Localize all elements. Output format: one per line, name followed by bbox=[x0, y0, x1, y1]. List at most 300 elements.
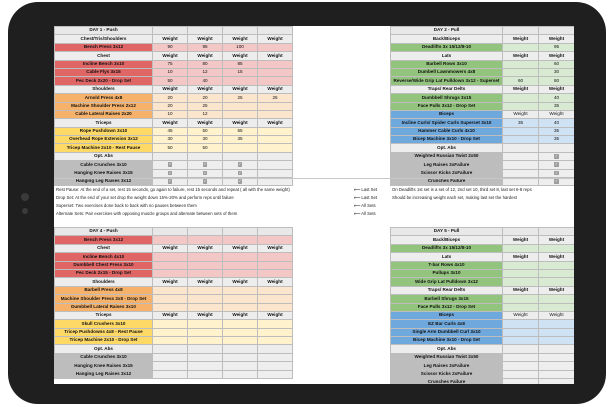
weight-cell[interactable]: Weight bbox=[223, 119, 258, 127]
exercise-label[interactable]: Tricep Machine 2x10 - Drop Set bbox=[55, 337, 153, 345]
weight-cell[interactable] bbox=[539, 269, 575, 277]
weight-cell[interactable] bbox=[539, 278, 575, 286]
exercise-label[interactable]: Barbell Press 4x8 bbox=[55, 286, 153, 294]
cell[interactable] bbox=[258, 228, 293, 236]
weight-cell[interactable] bbox=[258, 144, 293, 152]
exercise-label[interactable]: Overhead Rope Extension 3x12 bbox=[55, 136, 153, 144]
exercise-label[interactable]: Machine Shoulder Press 2x12 bbox=[55, 102, 153, 110]
weight-cell[interactable]: 55 bbox=[223, 127, 258, 135]
weight-cell[interactable] bbox=[503, 43, 539, 51]
cell[interactable] bbox=[503, 228, 539, 236]
weight-cell[interactable]: 30 bbox=[188, 136, 223, 144]
weight-cell[interactable] bbox=[153, 345, 188, 353]
weight-cell[interactable] bbox=[223, 261, 258, 269]
weight-cell[interactable]: Weight bbox=[223, 85, 258, 93]
exercise-label[interactable]: Cable Crunches 3x10 bbox=[55, 353, 153, 361]
weight-cell[interactable]: Weight bbox=[188, 244, 223, 252]
exercise-label[interactable]: Tricep Pushdowns 4x8 - Rest Pause bbox=[55, 328, 153, 336]
weight-cell[interactable]: 10 bbox=[153, 68, 188, 76]
group-header[interactable]: Bench Press 3x12 bbox=[55, 236, 153, 244]
checkbox-cell[interactable] bbox=[539, 152, 575, 160]
weight-cell[interactable] bbox=[503, 337, 539, 345]
weight-cell[interactable] bbox=[258, 353, 293, 361]
exercise-label[interactable]: Opt. Abs bbox=[391, 345, 503, 353]
exercise-label[interactable]: Tricep Machine 2x10 - Rest Pause bbox=[55, 144, 153, 152]
weight-cell[interactable]: Weight bbox=[153, 311, 188, 319]
exercise-label[interactable]: Hanging Knee Raises 3x15 bbox=[55, 362, 153, 370]
exercise-label[interactable]: Opt. Abs bbox=[55, 152, 153, 160]
column-header[interactable]: Weight bbox=[539, 236, 575, 244]
weight-cell[interactable] bbox=[188, 328, 223, 336]
exercise-label[interactable]: EZ Bar Curls 4x8 bbox=[391, 320, 503, 328]
weight-cell[interactable] bbox=[539, 144, 575, 152]
checkbox-cell[interactable] bbox=[188, 169, 223, 177]
weight-cell[interactable] bbox=[258, 286, 293, 294]
weight-cell[interactable]: 20 bbox=[153, 94, 188, 102]
weight-cell[interactable] bbox=[258, 110, 293, 118]
weight-cell[interactable]: 100 bbox=[223, 43, 258, 51]
exercise-label[interactable]: Crunches Failure bbox=[391, 178, 503, 186]
weight-cell[interactable] bbox=[188, 337, 223, 345]
weight-cell[interactable] bbox=[258, 370, 293, 378]
weight-cell[interactable] bbox=[188, 362, 223, 370]
checkbox-checked-icon[interactable]: ✓ bbox=[554, 154, 558, 158]
weight-cell[interactable] bbox=[188, 286, 223, 294]
weight-cell[interactable] bbox=[153, 269, 188, 277]
cell[interactable] bbox=[539, 27, 575, 35]
weight-cell[interactable] bbox=[503, 127, 539, 135]
exercise-label[interactable]: Pec Deck 2x20 - Drop Set bbox=[55, 77, 153, 85]
exercise-label[interactable]: Biceps bbox=[391, 311, 503, 319]
column-header[interactable]: Weight bbox=[153, 35, 188, 43]
checkbox-cell[interactable] bbox=[539, 169, 575, 177]
exercise-label[interactable]: Biceps bbox=[391, 110, 503, 118]
cell[interactable] bbox=[188, 228, 223, 236]
weight-cell[interactable] bbox=[258, 269, 293, 277]
weight-cell[interactable]: Weight bbox=[223, 311, 258, 319]
exercise-label[interactable]: Dumbbell Lateral Raises 3x10 bbox=[55, 303, 153, 311]
weight-cell[interactable]: Weight bbox=[188, 119, 223, 127]
weight-cell[interactable]: 75 bbox=[153, 60, 188, 68]
cell[interactable] bbox=[258, 27, 293, 35]
weight-cell[interactable]: 25 bbox=[223, 94, 258, 102]
weight-cell[interactable] bbox=[258, 303, 293, 311]
cell[interactable] bbox=[223, 27, 258, 35]
weight-cell[interactable]: 12 bbox=[188, 68, 223, 76]
exercise-label[interactable]: Wide Grip Lat Pulldown 3x12 bbox=[391, 278, 503, 286]
weight-cell[interactable] bbox=[188, 295, 223, 303]
weight-cell[interactable] bbox=[258, 295, 293, 303]
weight-cell[interactable]: Weight bbox=[153, 52, 188, 60]
weight-cell[interactable] bbox=[258, 60, 293, 68]
weight-cell[interactable] bbox=[503, 278, 539, 286]
checkbox-cell[interactable] bbox=[539, 178, 575, 186]
weight-cell[interactable] bbox=[503, 345, 539, 353]
exercise-label[interactable]: Lats bbox=[391, 253, 503, 261]
weight-cell[interactable] bbox=[503, 169, 539, 177]
weight-cell[interactable]: Weight bbox=[539, 311, 575, 319]
weight-cell[interactable] bbox=[539, 370, 575, 378]
checkbox-cell[interactable] bbox=[153, 161, 188, 169]
weight-cell[interactable]: Weight bbox=[503, 311, 539, 319]
checkbox-checked-icon[interactable]: ✓ bbox=[554, 170, 558, 175]
weight-cell[interactable] bbox=[258, 337, 293, 345]
weight-cell[interactable] bbox=[153, 337, 188, 345]
checkbox-checked-icon[interactable]: ✓ bbox=[238, 170, 242, 175]
weight-cell[interactable] bbox=[188, 303, 223, 311]
weight-cell[interactable] bbox=[539, 244, 575, 252]
exercise-label[interactable]: Arnold Press 4x8 bbox=[55, 94, 153, 102]
exercise-label[interactable]: Traps/ Rear Delts bbox=[391, 286, 503, 294]
weight-cell[interactable] bbox=[258, 320, 293, 328]
checkbox-cell[interactable] bbox=[223, 169, 258, 177]
weight-cell[interactable]: 20 bbox=[153, 102, 188, 110]
cell[interactable] bbox=[153, 27, 188, 35]
checkbox-checked-icon[interactable]: ✓ bbox=[203, 162, 207, 167]
weight-cell[interactable] bbox=[258, 178, 293, 186]
weight-cell[interactable]: 85 bbox=[223, 60, 258, 68]
exercise-label[interactable]: Hanging Knee Raises 3x15 bbox=[55, 169, 153, 177]
exercise-label[interactable]: Triceps bbox=[55, 311, 153, 319]
exercise-label[interactable]: Chest bbox=[55, 52, 153, 60]
weight-cell[interactable] bbox=[223, 102, 258, 110]
exercise-label[interactable]: Skull Crushers 3x10 bbox=[55, 320, 153, 328]
weight-cell[interactable] bbox=[503, 244, 539, 252]
exercise-label[interactable]: Cable Lateral Raises 2x20 bbox=[55, 110, 153, 118]
weight-cell[interactable] bbox=[503, 261, 539, 269]
weight-cell[interactable] bbox=[188, 261, 223, 269]
weight-cell[interactable]: Weight bbox=[539, 52, 575, 60]
exercise-label[interactable]: Weighted Russian Twist 2x50 bbox=[391, 152, 503, 160]
exercise-label[interactable]: Cable Crunches 3x10 bbox=[55, 161, 153, 169]
exercise-label[interactable]: Leg Raises 3xFailure bbox=[391, 161, 503, 169]
exercise-label[interactable]: Hammer Cable Curls 4x10 bbox=[391, 127, 503, 135]
exercise-label[interactable]: Incline Curls/ Spider Curls Superset 3x10 bbox=[391, 119, 503, 127]
exercise-label[interactable]: Bicep Machine 3x10 - Drop Set bbox=[391, 337, 503, 345]
weight-cell[interactable] bbox=[258, 362, 293, 370]
weight-cell[interactable] bbox=[188, 269, 223, 277]
weight-cell[interactable]: Weight bbox=[258, 85, 293, 93]
exercise-label[interactable]: Hanging Leg Raises 3x12 bbox=[55, 178, 153, 186]
weight-cell[interactable]: 50 bbox=[153, 77, 188, 85]
group-header[interactable]: Back/Biceps bbox=[391, 35, 503, 43]
exercise-label[interactable]: Leg Raises 3xFailure bbox=[391, 362, 503, 370]
weight-cell[interactable] bbox=[503, 144, 539, 152]
weight-cell[interactable]: 20 bbox=[188, 94, 223, 102]
group-header[interactable]: Back/Biceps bbox=[391, 236, 503, 244]
weight-cell[interactable] bbox=[223, 253, 258, 261]
checkbox-cell[interactable] bbox=[188, 178, 223, 186]
weight-cell[interactable]: Weight bbox=[188, 278, 223, 286]
exercise-label[interactable]: Shoulders bbox=[55, 85, 153, 93]
weight-cell[interactable]: Weight bbox=[153, 119, 188, 127]
weight-cell[interactable] bbox=[258, 68, 293, 76]
weight-cell[interactable]: 90 bbox=[153, 43, 188, 51]
weight-cell[interactable] bbox=[188, 152, 223, 160]
exercise-label[interactable]: Incline Bench 4x10 bbox=[55, 253, 153, 261]
exercise-label[interactable]: Hanging Leg Raises 3x12 bbox=[55, 370, 153, 378]
weight-cell[interactable]: 95 bbox=[539, 43, 575, 51]
weight-cell[interactable]: 60 bbox=[503, 77, 539, 85]
column-header[interactable]: Weight bbox=[258, 35, 293, 43]
weight-cell[interactable] bbox=[223, 353, 258, 361]
weight-cell[interactable] bbox=[153, 328, 188, 336]
checkbox-cell[interactable] bbox=[153, 178, 188, 186]
weight-cell[interactable] bbox=[223, 152, 258, 160]
weight-cell[interactable]: 40 bbox=[539, 119, 575, 127]
column-header[interactable]: Weight bbox=[503, 35, 539, 43]
column-header[interactable]: Weight bbox=[188, 35, 223, 43]
weight-cell[interactable] bbox=[188, 253, 223, 261]
cell[interactable] bbox=[188, 27, 223, 35]
day-title[interactable]: DAY 4 - Push bbox=[55, 228, 153, 236]
weight-cell[interactable]: 80 bbox=[188, 60, 223, 68]
weight-cell[interactable]: 10 bbox=[153, 110, 188, 118]
column-header[interactable] bbox=[153, 236, 188, 244]
exercise-label[interactable]: Face Pulls 3x12 - Drop Set bbox=[391, 102, 503, 110]
weight-cell[interactable] bbox=[258, 328, 293, 336]
weight-cell[interactable]: Weight bbox=[503, 110, 539, 118]
weight-cell[interactable] bbox=[503, 362, 539, 370]
weight-cell[interactable]: Weight bbox=[188, 311, 223, 319]
weight-cell[interactable]: Weight bbox=[539, 85, 575, 93]
weight-cell[interactable] bbox=[223, 295, 258, 303]
checkbox-checked-icon[interactable]: ✓ bbox=[203, 179, 207, 184]
column-header[interactable]: Weight bbox=[503, 236, 539, 244]
column-header[interactable] bbox=[223, 236, 258, 244]
exercise-label[interactable]: Single Arm Dumbbell Curl 3x10 bbox=[391, 328, 503, 336]
cell[interactable] bbox=[539, 228, 575, 236]
weight-cell[interactable]: 35 bbox=[223, 136, 258, 144]
exercise-label[interactable]: Bench Press 3x12 bbox=[55, 43, 153, 51]
checkbox-checked-icon[interactable]: ✓ bbox=[554, 179, 558, 184]
weight-cell[interactable]: 35 bbox=[539, 136, 575, 144]
weight-cell[interactable] bbox=[223, 269, 258, 277]
weight-cell[interactable] bbox=[258, 43, 293, 51]
weight-cell[interactable]: 30 bbox=[539, 68, 575, 76]
weight-cell[interactable] bbox=[503, 328, 539, 336]
checkbox-cell[interactable] bbox=[188, 161, 223, 169]
weight-cell[interactable]: 25 bbox=[188, 102, 223, 110]
weight-cell[interactable]: 60 bbox=[539, 77, 575, 85]
weight-cell[interactable]: Weight bbox=[503, 85, 539, 93]
weight-cell[interactable] bbox=[188, 353, 223, 361]
weight-cell[interactable] bbox=[223, 303, 258, 311]
checkbox-checked-icon[interactable]: ✓ bbox=[168, 179, 172, 184]
exercise-label[interactable]: Machine Shoulder Press 2x8 - Drop Set bbox=[55, 295, 153, 303]
checkbox-checked-icon[interactable]: ✓ bbox=[203, 170, 207, 175]
weight-cell[interactable] bbox=[503, 320, 539, 328]
weight-cell[interactable]: Weight bbox=[258, 311, 293, 319]
weight-cell[interactable]: 35 bbox=[539, 102, 575, 110]
exercise-label[interactable]: Deadlifts 3x 15/12/8-10 bbox=[391, 244, 503, 252]
weight-cell[interactable]: Weight bbox=[188, 52, 223, 60]
weight-cell[interactable] bbox=[223, 286, 258, 294]
weight-cell[interactable]: Weight bbox=[258, 244, 293, 252]
weight-cell[interactable]: Weight bbox=[539, 286, 575, 294]
weight-cell[interactable] bbox=[539, 345, 575, 353]
exercise-label[interactable]: Scissor Kicks 2xFailure bbox=[391, 370, 503, 378]
weight-cell[interactable] bbox=[153, 152, 188, 160]
weight-cell[interactable]: Weight bbox=[258, 278, 293, 286]
weight-cell[interactable] bbox=[223, 337, 258, 345]
column-header[interactable]: Weight bbox=[539, 35, 575, 43]
column-header[interactable] bbox=[188, 236, 223, 244]
weight-cell[interactable] bbox=[503, 269, 539, 277]
exercise-label[interactable]: Cable Flys 3x15 bbox=[55, 68, 153, 76]
weight-cell[interactable] bbox=[503, 161, 539, 169]
cell[interactable] bbox=[153, 228, 188, 236]
weight-cell[interactable]: Weight bbox=[503, 52, 539, 60]
checkbox-checked-icon[interactable]: ✓ bbox=[238, 162, 242, 167]
exercise-label[interactable]: Barbell Rows 3x10 bbox=[391, 60, 503, 68]
weight-cell[interactable]: 35 bbox=[503, 119, 539, 127]
weight-cell[interactable] bbox=[503, 178, 539, 186]
weight-cell[interactable] bbox=[188, 345, 223, 353]
exercise-label[interactable]: Bicep Machine 3x10 - Drop Set bbox=[391, 136, 503, 144]
exercise-label[interactable]: Triceps bbox=[55, 119, 153, 127]
weight-cell[interactable] bbox=[188, 370, 223, 378]
weight-cell[interactable] bbox=[539, 362, 575, 370]
exercise-label[interactable]: Lats bbox=[391, 52, 503, 60]
exercise-label[interactable]: Opt. Abs bbox=[55, 345, 153, 353]
cell[interactable] bbox=[503, 27, 539, 35]
weight-cell[interactable] bbox=[223, 345, 258, 353]
exercise-label[interactable]: Pullups 3x10 bbox=[391, 269, 503, 277]
weight-cell[interactable] bbox=[223, 77, 258, 85]
weight-cell[interactable] bbox=[503, 136, 539, 144]
weight-cell[interactable] bbox=[153, 295, 188, 303]
weight-cell[interactable]: Weight bbox=[153, 278, 188, 286]
day-title[interactable]: DAY 1 - Push bbox=[55, 27, 153, 35]
weight-cell[interactable] bbox=[503, 379, 539, 384]
exercise-label[interactable]: Dumbbell Shrugs 3x15 bbox=[391, 94, 503, 102]
weight-cell[interactable] bbox=[223, 370, 258, 378]
exercise-label[interactable]: T-bar Rows 4x10 bbox=[391, 261, 503, 269]
weight-cell[interactable] bbox=[539, 320, 575, 328]
weight-cell[interactable] bbox=[258, 102, 293, 110]
weight-cell[interactable] bbox=[258, 127, 293, 135]
weight-cell[interactable]: Weight bbox=[539, 110, 575, 118]
weight-cell[interactable] bbox=[153, 303, 188, 311]
weight-cell[interactable]: Weight bbox=[223, 52, 258, 60]
weight-cell[interactable] bbox=[153, 370, 188, 378]
checkbox-checked-icon[interactable]: ✓ bbox=[554, 162, 558, 167]
weight-cell[interactable] bbox=[539, 379, 575, 384]
weight-cell[interactable]: 50 bbox=[188, 144, 223, 152]
weight-cell[interactable] bbox=[503, 60, 539, 68]
checkbox-cell[interactable] bbox=[153, 169, 188, 177]
weight-cell[interactable] bbox=[153, 261, 188, 269]
column-header[interactable] bbox=[258, 236, 293, 244]
weight-cell[interactable] bbox=[223, 362, 258, 370]
weight-cell[interactable]: Weight bbox=[258, 119, 293, 127]
checkbox-checked-icon[interactable]: ✓ bbox=[168, 170, 172, 175]
exercise-label[interactable]: Incline Bench 3x10 bbox=[55, 60, 153, 68]
weight-cell[interactable]: Weight bbox=[223, 278, 258, 286]
exercise-label[interactable]: Reverse/Wide Grip Lat Pulldown 3x12 - Superset bbox=[391, 77, 503, 85]
weight-cell[interactable] bbox=[153, 253, 188, 261]
weight-cell[interactable] bbox=[258, 161, 293, 169]
weight-cell[interactable]: 40 bbox=[188, 77, 223, 85]
weight-cell[interactable] bbox=[188, 320, 223, 328]
weight-cell[interactable]: 40 bbox=[539, 94, 575, 102]
weight-cell[interactable] bbox=[258, 136, 293, 144]
weight-cell[interactable]: 60 bbox=[539, 60, 575, 68]
weight-cell[interactable]: 50 bbox=[188, 127, 223, 135]
weight-cell[interactable]: Weight bbox=[503, 286, 539, 294]
checkbox-cell[interactable] bbox=[223, 178, 258, 186]
exercise-label[interactable]: Rope Pushdown 3x10 bbox=[55, 127, 153, 135]
group-header[interactable]: Chest/Tris/Shoulders bbox=[55, 35, 153, 43]
weight-cell[interactable] bbox=[153, 353, 188, 361]
weight-cell[interactable] bbox=[153, 362, 188, 370]
weight-cell[interactable] bbox=[539, 337, 575, 345]
weight-cell[interactable] bbox=[223, 328, 258, 336]
exercise-label[interactable]: Pec Deck 2x15 - Drop Set bbox=[55, 269, 153, 277]
exercise-label[interactable]: Barbell Shrugs 3x15 bbox=[391, 295, 503, 303]
weight-cell[interactable]: Weight bbox=[153, 85, 188, 93]
weight-cell[interactable] bbox=[539, 295, 575, 303]
weight-cell[interactable] bbox=[503, 152, 539, 160]
weight-cell[interactable] bbox=[503, 295, 539, 303]
weight-cell[interactable] bbox=[258, 152, 293, 160]
weight-cell[interactable]: 45 bbox=[153, 127, 188, 135]
weight-cell[interactable]: 95 bbox=[188, 43, 223, 51]
exercise-label[interactable]: Chest bbox=[55, 244, 153, 252]
weight-cell[interactable] bbox=[258, 261, 293, 269]
weight-cell[interactable] bbox=[503, 353, 539, 361]
weight-cell[interactable] bbox=[258, 77, 293, 85]
weight-cell[interactable]: Weight bbox=[539, 253, 575, 261]
weight-cell[interactable] bbox=[539, 328, 575, 336]
exercise-label[interactable]: Opt. Abs bbox=[391, 144, 503, 152]
weight-cell[interactable]: 30 bbox=[153, 136, 188, 144]
exercise-label[interactable]: Face Pulls 3x12 - Drop Set bbox=[391, 303, 503, 311]
exercise-label[interactable]: Shoulders bbox=[55, 278, 153, 286]
exercise-label[interactable]: Traps/ Rear Delts bbox=[391, 85, 503, 93]
weight-cell[interactable]: Weight bbox=[258, 52, 293, 60]
exercise-label[interactable]: Dumbell Lawnmowers 4x8 bbox=[391, 68, 503, 76]
weight-cell[interactable] bbox=[503, 94, 539, 102]
checkbox-checked-icon[interactable]: ✓ bbox=[168, 162, 172, 167]
weight-cell[interactable] bbox=[503, 102, 539, 110]
exercise-label[interactable]: Deadlifts 3x 15/12/8-10 bbox=[391, 43, 503, 51]
weight-cell[interactable] bbox=[539, 261, 575, 269]
weight-cell[interactable] bbox=[258, 169, 293, 177]
exercise-label[interactable]: Scissor Kicks 2xFailure bbox=[391, 169, 503, 177]
weight-cell[interactable] bbox=[223, 110, 258, 118]
weight-cell[interactable] bbox=[503, 68, 539, 76]
checkbox-cell[interactable] bbox=[539, 161, 575, 169]
weight-cell[interactable] bbox=[223, 144, 258, 152]
exercise-label[interactable]: Weighted Russian Twist 2x50 bbox=[391, 353, 503, 361]
weight-cell[interactable]: 50 bbox=[153, 144, 188, 152]
day-title[interactable]: DAY 5 - Pull bbox=[391, 228, 503, 236]
column-header[interactable]: Weight bbox=[223, 35, 258, 43]
weight-cell[interactable] bbox=[258, 253, 293, 261]
checkbox-cell[interactable] bbox=[223, 161, 258, 169]
exercise-label[interactable]: Dumbbell Chest Press 3x10 bbox=[55, 261, 153, 269]
weight-cell[interactable]: 12 bbox=[188, 110, 223, 118]
weight-cell[interactable] bbox=[539, 303, 575, 311]
weight-cell[interactable] bbox=[153, 320, 188, 328]
weight-cell[interactable]: Weight bbox=[503, 253, 539, 261]
weight-cell[interactable] bbox=[153, 286, 188, 294]
cell[interactable] bbox=[223, 228, 258, 236]
weight-cell[interactable] bbox=[258, 345, 293, 353]
checkbox-checked-icon[interactable]: ✓ bbox=[238, 179, 242, 184]
